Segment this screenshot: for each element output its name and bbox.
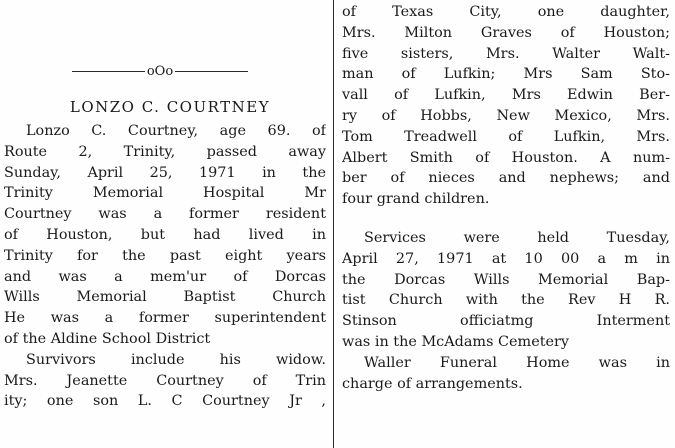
text-line: five sisters, Mrs. Walter Walt-	[342, 45, 670, 62]
text-line: of Houston, but had lived in	[4, 226, 326, 243]
right-column	[342, 2, 670, 394]
left-column	[4, 60, 326, 412]
text-line: Trinity Memorial Hospital Mr	[4, 185, 326, 202]
obituary-body-left	[4, 121, 326, 412]
text-line: Courtney was a former resident	[4, 206, 326, 223]
text-line: Wills Memorial Baptist Church	[4, 289, 326, 306]
text-line: Trinity for the past eight years	[4, 247, 326, 264]
text-line: man of Lufkin; Mrs Sam Sto-	[342, 66, 670, 83]
separator-rule-right	[175, 71, 248, 72]
text-line: Route 2, Trinity, passed away	[4, 143, 326, 160]
section-separator	[72, 60, 248, 82]
text-line: four grand children.	[342, 191, 490, 208]
text-line: He was a former superintendent	[4, 310, 326, 327]
text-line: Waller Funeral Home was in	[364, 354, 670, 371]
text-line: of Texas City, one daughter,	[342, 4, 670, 20]
text-line: Tom Treadwell of Lufkin, Mrs.	[342, 128, 670, 145]
text-line: of the Aldine School District	[4, 330, 211, 347]
survivors-paragraph	[342, 2, 670, 210]
separator-ornament: oOo	[146, 63, 174, 79]
text-line: Albert Smith of Houston. A num-	[342, 149, 670, 166]
text-line: Stinson officiatmg Interment	[342, 313, 670, 330]
text-line: Mrs. Jeanette Courtney of Trin	[4, 372, 326, 389]
text-line: was in the McAdams Cemetery	[342, 333, 570, 350]
text-line: Services were held Tuesday,	[364, 229, 670, 246]
text-line: Sunday, April 25, 1971 in the	[4, 164, 326, 181]
paragraph-gap	[342, 210, 670, 228]
separator-rule-left	[72, 71, 145, 72]
text-line: tist Church with the Rev H R.	[342, 292, 670, 309]
text-line: the Dorcas Wills Memorial Bap-	[342, 271, 670, 288]
text-line: ity; one son L. C Courtney Jr ,	[4, 393, 326, 410]
text-line: charge of arrangements.	[342, 375, 523, 392]
text-line: ber of nieces and nephews; and	[342, 170, 670, 187]
text-line: Mrs. Milton Graves of Houston;	[342, 24, 670, 41]
services-paragraph	[342, 228, 670, 394]
obituary-headline: LONZO C. COURTNEY	[69, 98, 271, 116]
text-line: and was a mem'ur of Dorcas	[4, 268, 326, 285]
text-line: ry of Hobbs, New Mexico, Mrs.	[342, 107, 670, 124]
text-line: vall of Lufkin, Mrs Edwin Ber-	[342, 87, 670, 104]
text-line: April 27, 1971 at 10 00 a m in	[342, 250, 670, 267]
text-line: Lonzo C. Courtney, age 69. of	[26, 123, 326, 139]
column-divider	[333, 0, 334, 448]
text-line: Survivors include his widow.	[26, 351, 326, 368]
